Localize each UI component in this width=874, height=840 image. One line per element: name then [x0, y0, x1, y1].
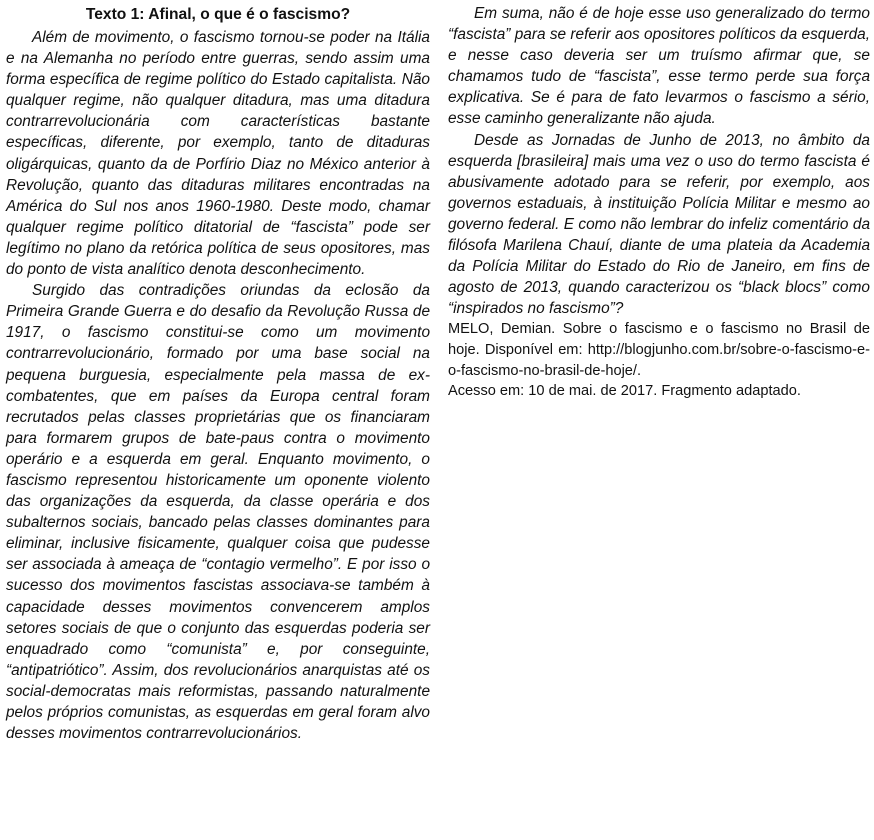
paragraph-3: Em suma, não é de hoje esse uso generalizado do termo “fascista” para se referir aos opositores políticos da esquerda, e nesse caso deveria ser um truísmo afirmar que, se chamamos tudo de “fascista”, esse termo perde sua força explicativa. Se é para de fato levarmos o fascismo a sério, esse caminho generalizante não ajuda. — [448, 5, 870, 128]
paragraph-4: Desde as Jornadas de Junho de 2013, no âmbito da esquerda [brasileira] mais uma vez o uso do termo fascista é abusivamente adotado para se referir, por exemplo, aos governos estaduais, à instituição Polícia Militar e mesmo ao governo federal. E como não lembrar do infeliz comentário da filósofa Marilena Chauí, diante de uma plateia da Academia da Polícia Militar do Estado do Rio de Janeiro, em fins de agosto de 2013, quando caracterizou os “black blocs” como “inspirados no fascismo”? — [448, 131, 870, 318]
document-title: Texto 1: Afinal, o que é o fascismo? — [85, 6, 351, 23]
paragraph-2: Surgido das contradições oriundas da eclosão da Primeira Grande Guerra e do desafio da Revolução Russa de 1917, o fascismo constitui-se como um movimento contrarrevolucionário, formado por uma base social na pequena burguesia, especialmente pela massa de ex-combatentes, que em países da Europa central foram recrutados pelas classes proprietárias que os financiaram para formarem grupos de bate-paus contra o movimento operário e a esquerda em geral. Enquanto movimento, o fascismo representou historicamente um oponente violento das organizações da esquerda, da classe operária e dos subalternos sociais, bancado pelas classes dominantes para eliminar, inclusive fisicamente, qualquer coisa que pudesse ser associada à ameaça de “contagio vermelho”. E por isso o sucesso dos movimentos fascistas associava-se também à capacidade desses movimentos convencerem amplos setores sociais de que o conjunto das esquerdas poderia ser enquadrado como “comunista” e, por conseguinte, “antipatriótico”. Assim, dos revolucionários anarquistas até os social-democratas mais reformistas, passando naturalmente pelos próprios comunistas, as esquerdas em geral foram alvo desses movimentos contrarrevolucionários. — [6, 282, 430, 743]
right-column — [448, 3, 870, 402]
left-column — [6, 3, 430, 744]
paragraph-1: Além de movimento, o fascismo tornou-se poder na Itália e na Alemanha no período entre guerras, sendo assim uma forma específica de regime político do Estado capitalista. Não qualquer regime, não qualquer ditadura, mas uma ditadura contrarrevolucionária com características bastante específicas, diferente, por exemplo, tanto de ditaduras oligárquicas, quanto da de Porfírio Diaz no México anterior à Revolução, quanto das ditaduras militares encontradas na América do Sul nos anos 1960-1980. Deste modo, chamar qualquer regime político ditatorial de “fascista” pode ser legítimo no plano da retórica política de seus opositores, mas do ponto de vista analítico denota desconhecimento. — [6, 29, 430, 279]
source-citation: MELO, Demian. Sobre o fascismo e o fascismo no Brasil de hoje. Disponível em: http://blogjunho.com.br/sobre-o-fascismo-e-o-fascismo-no-brasil-de-hoje/. — [448, 321, 870, 379]
access-date: Acesso em: 10 de mai. de 2017. Fragmento adaptado. — [448, 383, 801, 400]
